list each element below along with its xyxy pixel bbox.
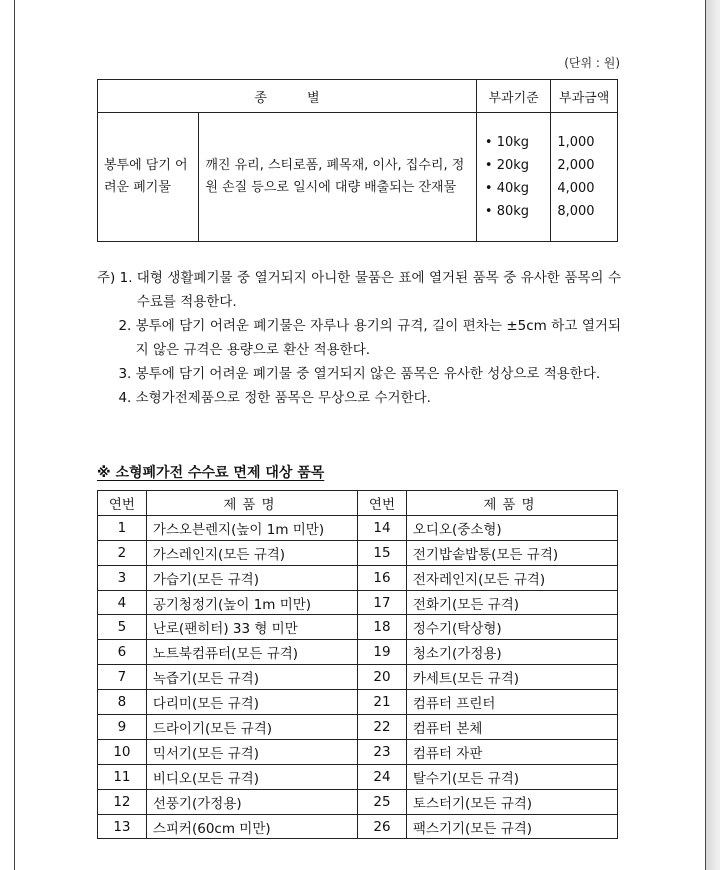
table-row: [98, 515, 618, 540]
note-label: 4.: [97, 390, 136, 406]
basis-item: • 10kg: [484, 135, 530, 150]
basis-item: • 40kg: [484, 181, 530, 196]
item-name: 드라이기(모든 규격): [146, 715, 357, 740]
item-name: 정수기(탁상형): [406, 615, 617, 640]
table-row: [98, 590, 618, 615]
note-label: 2.: [97, 318, 136, 334]
table-row: [98, 615, 618, 640]
item-number: 8: [98, 690, 147, 715]
header-name: 제품명: [146, 491, 357, 516]
item-name: 공기청정기(높이 1m 미만): [146, 590, 357, 615]
header-basis: 부과기준: [476, 80, 550, 113]
notes: [97, 266, 621, 410]
item-name: 팩스기기(모든 규격): [406, 814, 617, 839]
item-number: 7: [98, 665, 147, 690]
item-number: 5: [98, 615, 147, 640]
table-row: [98, 739, 618, 764]
amount-list: [551, 113, 618, 242]
table-row: [98, 814, 618, 839]
item-number: 24: [358, 764, 407, 789]
item-name: 녹즙기(모든 규격): [146, 665, 357, 690]
item-name: 가습기(모든 규격): [146, 565, 357, 590]
basis-item: • 20kg: [484, 158, 530, 173]
item-name: 토스터기(모든 규격): [406, 789, 617, 814]
item-name: 전기밥솥밥통(모든 규격): [406, 540, 617, 565]
item-number: 16: [358, 565, 407, 590]
item-number: 1: [98, 515, 147, 540]
note-item: [97, 386, 621, 410]
item-number: 6: [98, 640, 147, 665]
items-table-header: [98, 491, 618, 516]
basis-list: [476, 113, 550, 242]
fee-table: [97, 79, 618, 242]
item-name: 전자레인지(모든 규격): [406, 565, 617, 590]
item-name: 다리미(모든 규격): [146, 690, 357, 715]
exempt-items-table: [97, 490, 618, 839]
waste-description: 깨진 유리, 스티로폼, 폐목재, 이사, 집수리, 정원 손질 등으로 일시에 대량 배출되는 잔재물: [199, 113, 477, 242]
table-row: [98, 540, 618, 565]
item-number: 20: [358, 665, 407, 690]
item-name: 가스오븐렌지(높이 1m 미만): [146, 515, 357, 540]
table-row: [98, 715, 618, 740]
page-left-border: [14, 0, 15, 870]
item-number: 12: [98, 789, 147, 814]
fee-table-header: [98, 80, 618, 113]
note-label: 3.: [97, 366, 136, 382]
table-row: [98, 665, 618, 690]
basis-item: • 80kg: [484, 204, 530, 219]
items-table-body: [98, 515, 618, 839]
item-number: 18: [358, 615, 407, 640]
item-name: 비디오(모든 규격): [146, 764, 357, 789]
table-row: [98, 764, 618, 789]
header-no: 연번: [358, 491, 407, 516]
table-row: [98, 640, 618, 665]
item-number: 15: [358, 540, 407, 565]
item-number: 3: [98, 565, 147, 590]
note-text: 봉투에 담기 어려운 폐기물 중 열거되지 않은 품목은 유사한 성상으로 적용한다.: [135, 366, 601, 382]
amount-item: 1,000: [557, 135, 595, 150]
header-amount: 부과금액: [551, 80, 618, 113]
section-title: ※ 소형폐가전 수수료 면제 대상 품목: [97, 465, 325, 481]
item-name: 가스레인지(모든 규격): [146, 540, 357, 565]
item-number: 17: [358, 590, 407, 615]
item-number: 9: [98, 715, 147, 740]
header-category: 종 별: [98, 80, 477, 113]
amount-item: 2,000: [557, 158, 595, 173]
note-text: 대형 생활폐기물 중 열거되지 아니한 물품은 표에 열거된 품목 중 유사한 품목의 수수료를 적용한다.: [136, 270, 621, 310]
amount-item: 8,000: [557, 204, 595, 219]
item-number: 13: [98, 814, 147, 839]
item-name: 선풍기(가정용): [146, 789, 357, 814]
item-number: 23: [358, 739, 407, 764]
note-item: [97, 362, 621, 386]
item-name: 컴퓨터 프린터: [406, 690, 617, 715]
item-number: 21: [358, 690, 407, 715]
note-item: [97, 314, 621, 362]
note-text: 소형가전제품으로 정한 품목은 무상으로 수거한다.: [135, 390, 431, 406]
item-number: 4: [98, 590, 147, 615]
table-row: [98, 565, 618, 590]
item-name: 오디오(중소형): [406, 515, 617, 540]
item-name: 노트북컴퓨터(모든 규격): [146, 640, 357, 665]
unit-label: (단위 : 원): [564, 56, 620, 70]
item-number: 14: [358, 515, 407, 540]
amount-item: 4,000: [557, 181, 595, 196]
header-no: 연번: [98, 491, 147, 516]
item-name: 컴퓨터 자판: [406, 739, 617, 764]
header-name: 제품명: [406, 491, 617, 516]
viewer-scroll-gutter: [706, 0, 720, 870]
item-number: 2: [98, 540, 147, 565]
note-text: 봉투에 담기 어려운 폐기물은 자루나 용기의 규격, 길이 편차는 ±5cm 하고 열거되지 않은 규격은 용량으로 환산 적용한다.: [135, 318, 621, 358]
item-name: 전화기(모든 규격): [406, 590, 617, 615]
fee-table-row: [98, 113, 618, 242]
item-number: 26: [358, 814, 407, 839]
item-name: 난로(팬히터) 33 형 미만: [146, 615, 357, 640]
note-item: [97, 266, 621, 314]
item-number: 19: [358, 640, 407, 665]
table-row: [98, 789, 618, 814]
note-label: 주) 1.: [97, 270, 137, 286]
item-name: 카세트(모든 규격): [406, 665, 617, 690]
item-name: 스피커(60cm 미만): [146, 814, 357, 839]
waste-type: 봉투에 담기 어려운 폐기물: [98, 113, 199, 242]
item-name: 청소기(가정용): [406, 640, 617, 665]
item-number: 10: [98, 739, 147, 764]
item-number: 25: [358, 789, 407, 814]
item-name: 컴퓨터 본체: [406, 715, 617, 740]
item-name: 탈수기(모든 규격): [406, 764, 617, 789]
item-name: 믹서기(모든 규격): [146, 739, 357, 764]
item-number: 22: [358, 715, 407, 740]
table-row: [98, 690, 618, 715]
item-number: 11: [98, 764, 147, 789]
